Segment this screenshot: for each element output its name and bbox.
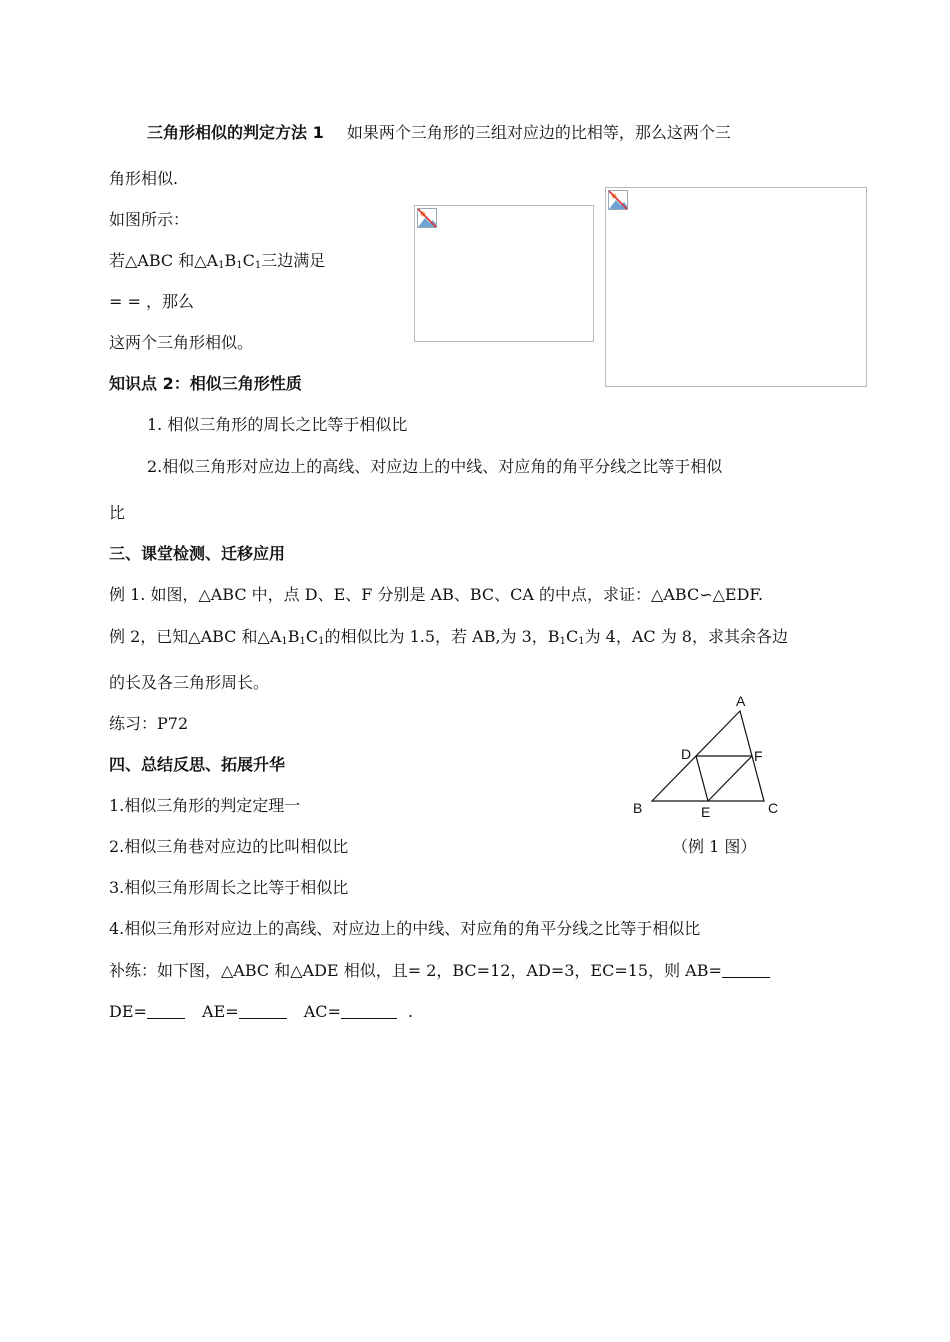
label-d: D <box>681 746 692 762</box>
broken-image-icon <box>416 207 438 229</box>
answer-blank-ab[interactable] <box>722 963 770 978</box>
summary-2: 2.相似三角巷对应边的比叫相似比 <box>109 837 349 856</box>
ae-label: AE= <box>202 1002 239 1021</box>
label-a: A <box>736 693 746 709</box>
supplementary-answers <box>109 1001 413 1023</box>
summary-4: 4.相似三角形对应边上的高线、对应边上的中线、对应角的角平分线之比等于相似比 <box>109 919 701 938</box>
condition-text: 三边满足 <box>261 251 326 270</box>
method1-line <box>147 122 731 144</box>
example-2-text: C <box>305 627 319 646</box>
property-2-cont: 比 <box>109 503 126 522</box>
ratio-equation: = = ，那么 <box>109 292 194 311</box>
subscript: 1 <box>299 636 306 647</box>
section-three-heading: 三、课堂检测、迁移应用 <box>109 544 286 563</box>
as-figure-text: 如图所示： <box>109 210 190 229</box>
answer-blank-de[interactable] <box>147 1004 185 1019</box>
example-2-cont: 的长及各三角形周长。 <box>109 673 270 692</box>
example-2 <box>109 626 788 653</box>
condition-line <box>109 250 325 277</box>
label-e: E <box>701 804 711 818</box>
section-four-heading: 四、总结反思、拓展升华 <box>109 755 286 774</box>
subscript: 1 <box>318 636 325 647</box>
label-f: F <box>754 748 763 764</box>
subscript: 1 <box>218 260 225 271</box>
method1-text: 如果两个三角形的三组对应边的比相等，那么这两个三 <box>346 123 731 142</box>
knowledge2-heading: 知识点 2：相似三角形性质 <box>109 374 302 393</box>
segment-de <box>696 756 708 801</box>
condition-text: B <box>224 251 237 270</box>
property-2: 2.相似三角形对应边上的高线、对应边上的中线、对应角的角平分线之比等于相似 <box>147 457 723 476</box>
image-placeholder <box>414 205 594 342</box>
answer-blank-ac[interactable] <box>341 1004 397 1019</box>
conclusion-text: 这两个三角形相似。 <box>109 333 254 352</box>
supplementary-text: 补练：如下图，△ABC 和△ADE 相似，且= 2，BC=12，AD=3，EC=15，则 AB= <box>109 961 722 980</box>
example-2-text: 的相似比为 1.5，若 AB,为 3，B <box>324 627 560 646</box>
de-label: DE= <box>109 1002 147 1021</box>
subscript: 1 <box>578 636 585 647</box>
label-b: B <box>633 800 643 816</box>
summary-3: 3.相似三角形周长之比等于相似比 <box>109 878 349 897</box>
condition-text: C <box>242 251 255 270</box>
subscript: 1 <box>236 260 243 271</box>
summary-1: 1.相似三角形的判定定理一 <box>109 796 301 815</box>
example-2-text: C <box>565 627 579 646</box>
supplementary-exercise <box>109 960 770 982</box>
practice-text: 练习：P72 <box>109 714 189 733</box>
figure-caption: （例 1 图） <box>672 837 757 856</box>
property-1: 1. 相似三角形的周长之比等于相似比 <box>147 415 408 434</box>
example-2-text: 为 4，AC 为 8，求其余各边 <box>584 627 788 646</box>
example-2-text: B <box>287 627 300 646</box>
segment-ef <box>708 756 752 801</box>
example-2-text: 例 2，已知△ABC 和△A <box>109 627 282 646</box>
subscript: 1 <box>281 636 288 647</box>
image-placeholder <box>605 187 867 387</box>
subscript: 1 <box>254 260 262 271</box>
example-1-figure <box>625 688 795 818</box>
method1-text-cont: 角形相似. <box>109 169 179 188</box>
condition-text: 若△ABC 和△A <box>109 251 219 270</box>
answer-blank-ae[interactable] <box>239 1004 287 1019</box>
ac-label: AC= <box>303 1002 341 1021</box>
broken-image-icon <box>607 189 629 211</box>
period: . <box>408 1002 414 1021</box>
subscript: 1 <box>559 636 566 647</box>
method1-title: 三角形相似的判定方法 1 <box>147 123 324 142</box>
example-1: 例 1. 如图，△ABC 中，点 D、E、F 分别是 AB、BC、CA 的中点，求证：△ABC∽△EDF. <box>109 585 764 604</box>
label-c: C <box>768 800 779 816</box>
